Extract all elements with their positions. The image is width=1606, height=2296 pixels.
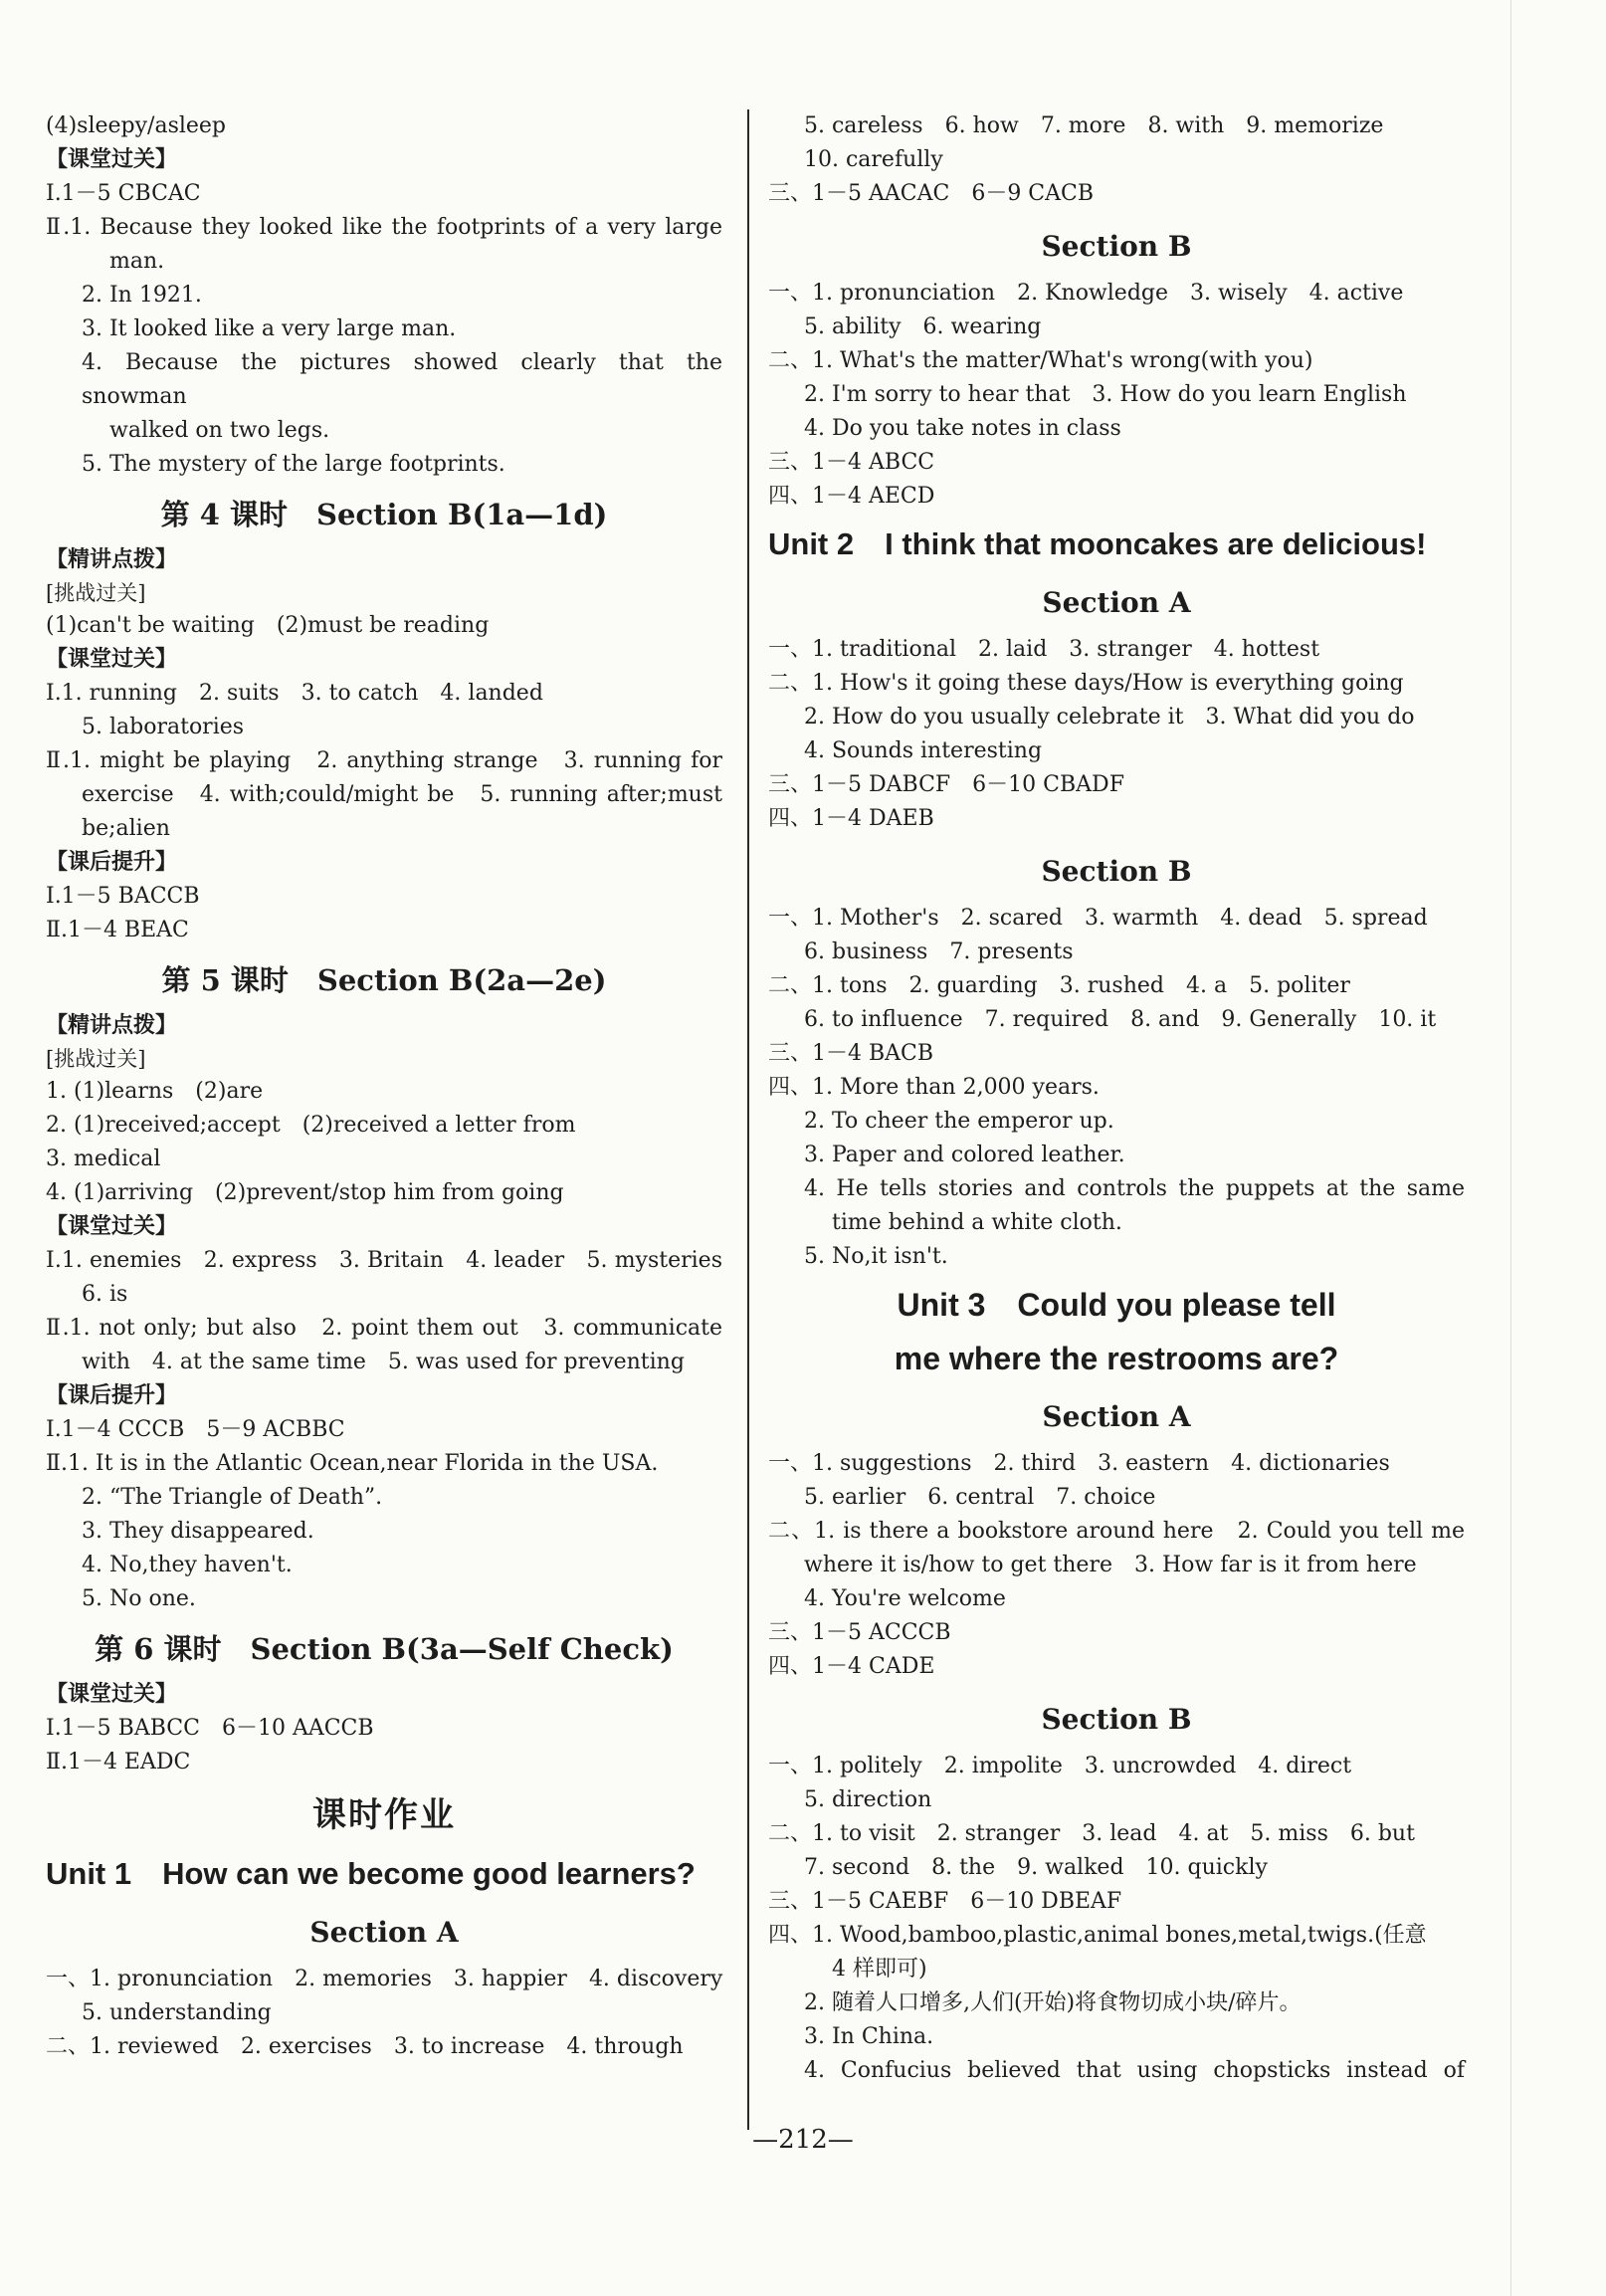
section-heading: 【课堂过关】: [46, 1214, 178, 1239]
answer-line: 4. No,they haven't.: [82, 1553, 293, 1577]
answer-line: 三、1－4 BACB: [768, 1041, 934, 1066]
page-number: —212—: [752, 2125, 854, 2155]
subheading: [挑战过关]: [46, 1047, 146, 1071]
answer-line: 5. No one.: [82, 1586, 196, 1611]
answer-line: Ⅰ.1－5 CBCAC: [46, 181, 201, 206]
answer-line: 4. You're welcome: [804, 1586, 1006, 1611]
section-heading: 【课堂过关】: [46, 647, 178, 672]
answer-line: Ⅱ.1. might be playing 2. anything strange 3. running for: [46, 748, 722, 773]
section-title: Section B: [1041, 855, 1192, 888]
section-heading: 【课后提升】: [46, 1383, 178, 1408]
answer-line: 5. The mystery of the large footprints.: [82, 452, 505, 477]
answer-line: 2. 随着人口增多,人们(开始)将食物切成小块/碎片。: [804, 1990, 1302, 2015]
answer-line: where it is/how to get there 3. How far is it from here: [804, 1553, 1417, 1577]
answer-line: walked on two legs.: [109, 418, 330, 443]
section-heading: 【精讲点拨】: [46, 1013, 178, 1038]
answer-line: Ⅰ.1. running 2. suits 3. to catch 4. landed: [46, 681, 543, 706]
answer-line: 4 样即可): [832, 1957, 927, 1982]
answer-line: 一、1. Mother's 2. scared 3. warmth 4. dead 5. spread: [768, 906, 1428, 931]
answer-line: 2. To cheer the emperor up.: [804, 1109, 1114, 1134]
answer-line: Ⅰ.1－5 BACCB: [46, 884, 200, 909]
answer-line: Ⅱ.1. It is in the Atlantic Ocean,near Florida in the USA.: [46, 1451, 659, 1476]
answer-line: 一、1. politely 2. impolite 3. uncrowded 4. direct: [768, 1754, 1352, 1778]
section-heading: 【课后提升】: [46, 850, 178, 875]
right-column: [768, 109, 1465, 2088]
answer-line: 一、1. pronunciation 2. Knowledge 3. wisely 4. active: [768, 281, 1404, 306]
answer-line: 四、1. More than 2,000 years.: [768, 1075, 1100, 1100]
answer-line: 5. ability 6. wearing: [804, 314, 1042, 339]
answer-line: 二、1. What's the matter/What's wrong(with you): [768, 348, 1313, 373]
answer-line: 5. understanding: [82, 2000, 272, 2025]
answer-line: 2. (1)received;accept (2)received a letter from: [46, 1113, 576, 1138]
answer-line: 6. business 7. presents: [804, 939, 1074, 964]
page-edge: [1510, 0, 1511, 2296]
answer-line: 4. Do you take notes in class: [804, 416, 1121, 441]
answer-line: 4. Confucius believed that using chopsticks instead of: [804, 2058, 1465, 2083]
answer-line: Ⅱ.1－4 BEAC: [46, 918, 189, 942]
answer-line: 二、1. to visit 2. stranger 3. lead 4. at 5. miss 6. but: [768, 1821, 1415, 1846]
section-heading: 【精讲点拨】: [46, 547, 178, 572]
answer-line: 2. In 1921.: [82, 283, 202, 308]
answer-line: 二、1. tons 2. guarding 3. rushed 4. a 5. politer: [768, 973, 1350, 998]
answer-line: 三、1－5 DABCF 6－10 CBADF: [768, 772, 1124, 797]
answer-line: with 4. at the same time 5. was used for preventing: [82, 1350, 685, 1374]
answer-line: 5. careless 6. how 7. more 8. with 9. memorize: [804, 113, 1384, 138]
answer-line: Ⅱ.1. Because they looked like the footprints of a very large: [46, 215, 722, 240]
homework-title: 课时作业: [312, 1795, 456, 1835]
section-title: Section A: [309, 1916, 459, 1949]
section-title: Section B: [1041, 230, 1192, 263]
answer-line: 4. Because the pictures showed clearly that the snowman: [82, 350, 722, 409]
answer-line: 二、1. reviewed 2. exercises 3. to increase 4. through: [46, 2034, 684, 2059]
subheading: [挑战过关]: [46, 581, 146, 605]
answer-line: 四、1－4 AECD: [768, 484, 935, 509]
unit-title: Unit 3 Could you please tell: [897, 1287, 1336, 1323]
answer-line: 三、1－5 ACCCB: [768, 1620, 951, 1645]
answer-line: time behind a white cloth.: [832, 1210, 1122, 1235]
answer-line: 三、1－4 ABCC: [768, 450, 935, 475]
section-heading: 【课堂过关】: [46, 147, 178, 172]
left-column: [46, 109, 722, 2064]
answer-line: Ⅱ.1－4 EADC: [46, 1750, 191, 1774]
answer-line: man.: [109, 249, 165, 274]
answer-line: 7. second 8. the 9. walked 10. quickly: [804, 1855, 1268, 1880]
lesson-title: 第 4 课时 Section B(1a—1d): [160, 498, 608, 531]
unit-title: me where the restrooms are?: [894, 1341, 1339, 1376]
answer-line: 4. Sounds interesting: [804, 738, 1043, 763]
section-title: Section A: [1042, 586, 1191, 619]
answer-line: 3. They disappeared.: [82, 1519, 314, 1544]
answer-line: 5. earlier 6. central 7. choice: [804, 1485, 1156, 1510]
answer-line: 四、1－4 CADE: [768, 1654, 935, 1679]
answer-line: 4. (1)arriving (2)prevent/stop him from going: [46, 1180, 564, 1205]
answer-line: 一、1. pronunciation 2. memories 3. happier 4. discovery: [46, 1967, 723, 1991]
answer-line: 3. medical: [46, 1147, 161, 1171]
answer-line: 3. In China.: [804, 2024, 934, 2049]
answer-line: Ⅰ.1. enemies 2. express 3. Britain 4. leader 5. mysteries: [46, 1248, 722, 1273]
answer-line: 2. How do you usually celebrate it 3. What did you do: [804, 705, 1415, 730]
answer-line: 一、1. suggestions 2. third 3. eastern 4. dictionaries: [768, 1451, 1390, 1476]
answer-line: Ⅰ.1－4 CCCB 5－9 ACBBC: [46, 1417, 345, 1442]
answer-line: Ⅱ.1. not only; but also 2. point them out 3. communicate: [46, 1316, 722, 1341]
answer-line: 6. is: [82, 1282, 128, 1307]
answer-line: 三、1－5 AACAC 6－9 CACB: [768, 181, 1095, 206]
section-title: Section A: [1042, 1400, 1191, 1433]
answer-line: 二、1. How's it going these days/How is everything going: [768, 671, 1404, 696]
answer-line: Ⅰ.1－5 BABCC 6－10 AACCB: [46, 1716, 374, 1741]
answer-line: 2. “The Triangle of Death”.: [82, 1485, 383, 1510]
answer-line: 二、1. is there a bookstore around here 2. Could you tell me: [768, 1519, 1465, 1544]
section-heading: 【课堂过关】: [46, 1682, 178, 1707]
section-title: Section B: [1041, 1703, 1192, 1736]
answer-line: 四、1. Wood,bamboo,plastic,animal bones,metal,twigs.(任意: [768, 1923, 1427, 1948]
lesson-title: 第 6 课时 Section B(3a—Self Check): [95, 1632, 674, 1666]
answer-line: exercise 4. with;could/might be 5. running after;must: [82, 782, 722, 807]
answer-line: 6. to influence 7. required 8. and 9. Generally 10. it: [804, 1007, 1437, 1032]
answer-line: 3. Paper and colored leather.: [804, 1143, 1125, 1167]
answer-line: 4. He tells stories and controls the puppets at the same: [804, 1176, 1465, 1201]
answer-line: (4)sleepy/asleep: [46, 113, 227, 138]
answer-line: (1)can't be waiting (2)must be reading: [46, 613, 490, 638]
answer-line: 四、1－4 DAEB: [768, 806, 934, 831]
answer-line: 5. No,it isn't.: [804, 1244, 948, 1269]
answer-line: 三、1－5 CAEBF 6－10 DBEAF: [768, 1889, 1122, 1914]
answer-line: 2. I'm sorry to hear that 3. How do you learn English: [804, 382, 1407, 407]
answer-line: 1. (1)learns (2)are: [46, 1079, 264, 1104]
answer-line: 10. carefully: [804, 147, 943, 172]
lesson-title: 第 5 课时 Section B(2a—2e): [161, 963, 607, 997]
answer-line: 一、1. traditional 2. laid 3. stranger 4. hottest: [768, 637, 1320, 662]
column-divider: [747, 109, 749, 2130]
answer-line: 5. laboratories: [82, 715, 245, 739]
unit-title: Unit 2 I think that mooncakes are delicious!: [768, 526, 1427, 561]
answer-line: 5. direction: [804, 1787, 932, 1812]
answer-line: 3. It looked like a very large man.: [82, 316, 457, 341]
unit-title: Unit 1 How can we become good learners?: [46, 1856, 696, 1891]
answer-line: be;alien: [82, 816, 170, 841]
